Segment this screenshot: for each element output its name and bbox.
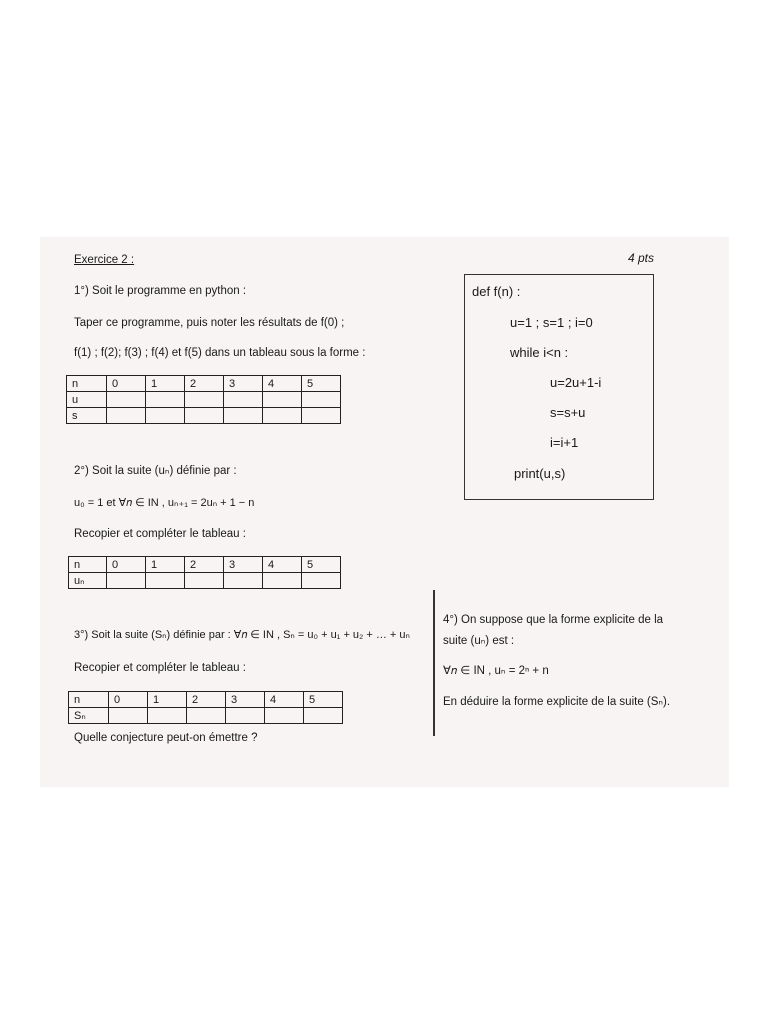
table-cell: 3: [224, 557, 263, 573]
table-cell: [107, 573, 146, 589]
table-row: [69, 557, 341, 573]
column-divider: [433, 590, 435, 736]
table-cell: [185, 573, 224, 589]
q3-instruction: Recopier et compléter le tableau :: [74, 662, 246, 674]
table-cell: 0: [107, 376, 146, 392]
q1-title: 1°) Soit le programme en python :: [74, 285, 247, 297]
code-line: print(u,s): [514, 466, 566, 481]
table-row: [69, 692, 343, 708]
q3-title: 3°) Soit la suite (Sₙ) définie par : ∀𝑛 ∈ IN , Sₙ = u₀ + u₁ + u₂ + … + uₙ: [74, 629, 410, 641]
table-row: [69, 708, 343, 724]
table-cell: [107, 392, 146, 408]
exercise-title: Exercice 2 :: [74, 254, 135, 266]
table-cell: [226, 708, 265, 724]
code-line: while i<n :: [510, 345, 569, 360]
table-cell: [185, 392, 224, 408]
table-cell: [146, 573, 185, 589]
table-row: [67, 376, 341, 392]
table-cell: [304, 708, 343, 724]
table-cell: 2: [185, 376, 224, 392]
table-cell: n: [69, 692, 109, 708]
table-cell: 5: [304, 692, 343, 708]
table-cell: [107, 408, 146, 424]
table-cell: [302, 573, 341, 589]
table-row: [67, 408, 341, 424]
table-cell: 0: [107, 557, 146, 573]
table-cell: [148, 708, 187, 724]
table-cell: u: [67, 392, 107, 408]
table-cell: 3: [226, 692, 265, 708]
q4-formula: ∀𝑛 ∈ IN , uₙ = 2ⁿ + n: [443, 665, 549, 677]
table-cell: 5: [302, 376, 341, 392]
q2-table: [68, 556, 341, 589]
q3-table: [68, 691, 343, 724]
table-cell: [224, 392, 263, 408]
table-cell: 2: [185, 557, 224, 573]
q2-definition: u₀ = 1 et ∀𝑛 ∈ IN , uₙ₊₁ = 2uₙ + 1 − n: [74, 497, 255, 509]
code-line: def f(n) :: [472, 284, 521, 299]
table-cell: [224, 408, 263, 424]
table-row: [67, 392, 341, 408]
table-cell: 4: [263, 557, 302, 573]
code-line: s=s+u: [550, 405, 586, 420]
q1-line2: f(1) ; f(2); f(3) ; f(4) et f(5) dans un tableau sous la forme :: [74, 347, 366, 359]
table-cell: [109, 708, 148, 724]
code-line: u=2u+1-i: [550, 375, 602, 390]
q4-line2: suite (uₙ) est :: [443, 635, 515, 647]
q1-table: [66, 375, 341, 424]
q3-question: Quelle conjecture peut-on émettre ?: [74, 732, 258, 744]
table-cell: Sₙ: [69, 708, 109, 724]
table-cell: [146, 392, 185, 408]
table-cell: 0: [109, 692, 148, 708]
table-row: [69, 573, 341, 589]
table-cell: 1: [148, 692, 187, 708]
q1-line1: Taper ce programme, puis noter les résultats de f(0) ;: [74, 317, 345, 329]
table-cell: n: [69, 557, 107, 573]
q2-title: 2°) Soit la suite (uₙ) définie par :: [74, 465, 237, 477]
q4-instruction: En déduire la forme explicite de la suite (Sₙ).: [443, 696, 671, 708]
table-cell: [263, 408, 302, 424]
table-cell: [302, 392, 341, 408]
table-cell: [187, 708, 226, 724]
q4-line1: 4°) On suppose que la forme explicite de la: [443, 614, 664, 626]
table-cell: 3: [224, 376, 263, 392]
table-cell: 1: [146, 376, 185, 392]
points-label: 4 pts: [628, 251, 655, 265]
table-cell: [146, 408, 185, 424]
table-cell: [263, 392, 302, 408]
table-cell: 5: [302, 557, 341, 573]
code-line: i=i+1: [550, 435, 579, 450]
table-cell: 4: [265, 692, 304, 708]
table-cell: n: [67, 376, 107, 392]
table-cell: 4: [263, 376, 302, 392]
table-cell: 1: [146, 557, 185, 573]
table-cell: [224, 573, 263, 589]
table-cell: s: [67, 408, 107, 424]
table-cell: [302, 408, 341, 424]
table-cell: uₙ: [69, 573, 107, 589]
table-cell: 2: [187, 692, 226, 708]
q2-instruction: Recopier et compléter le tableau :: [74, 528, 246, 540]
code-line: u=1 ; s=1 ; i=0: [510, 315, 593, 330]
table-cell: [265, 708, 304, 724]
table-cell: [263, 573, 302, 589]
table-cell: [185, 408, 224, 424]
